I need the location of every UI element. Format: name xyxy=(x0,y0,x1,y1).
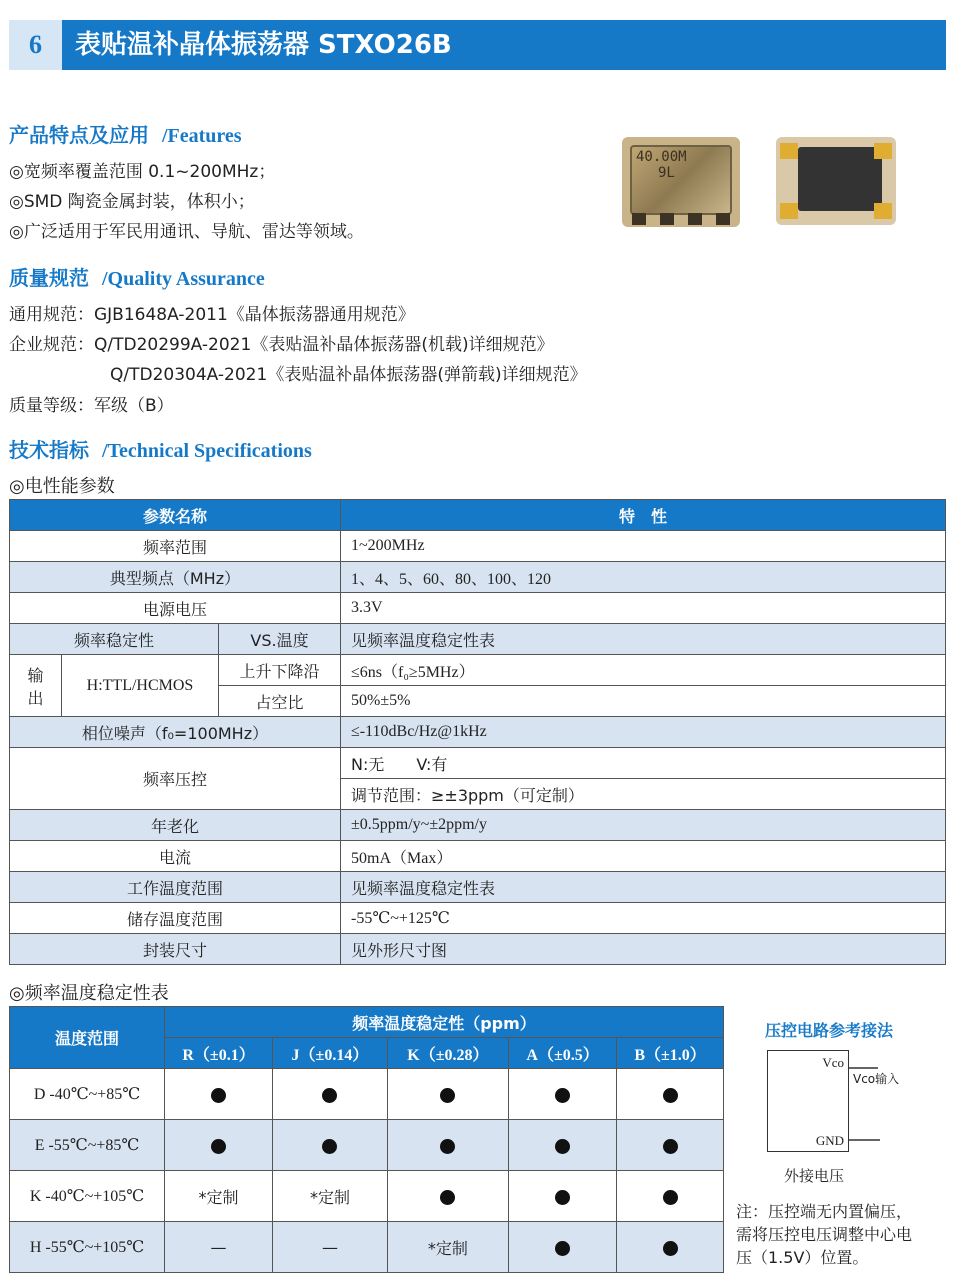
filled-circle-icon xyxy=(322,1088,337,1103)
filled-circle-icon xyxy=(440,1139,455,1154)
header-char: 特 性 xyxy=(341,500,946,531)
supported-dot-cell xyxy=(165,1120,273,1171)
vc-note: 注：压控端无内置偏压， xyxy=(736,1202,913,1221)
vc-note: 压（1.5V）位置。 xyxy=(736,1248,869,1267)
filled-circle-icon xyxy=(663,1241,678,1256)
temp-range-cell: H -55℃~+105℃ xyxy=(10,1222,165,1273)
section-header xyxy=(9,20,946,70)
supported-dot-cell xyxy=(387,1069,508,1120)
supported-dot-cell xyxy=(509,1222,617,1273)
stability-cell: *定制 xyxy=(165,1171,273,1222)
table-row xyxy=(10,1069,724,1120)
stability-cell: — xyxy=(273,1222,388,1273)
freq-stability-table xyxy=(9,1006,724,1273)
supported-dot-cell xyxy=(617,1120,724,1171)
table-row: 相位噪声（f₀=100MHz） ≤-110dBc/Hz@1kHz xyxy=(10,717,946,748)
supported-dot-cell xyxy=(273,1069,388,1120)
table-row: 电源电压 3.3V xyxy=(10,593,946,624)
vco-pin: Vco xyxy=(822,1055,844,1070)
vc-circuit-box xyxy=(767,1050,849,1152)
feature-item: ◎广泛适用于军民用通讯、导航、雷达等领域。 xyxy=(9,222,364,242)
tech-heading xyxy=(9,434,312,463)
supported-dot-cell xyxy=(617,1069,724,1120)
table-header-row xyxy=(10,500,946,531)
table-row: 储存温度范围 -55℃~+125℃ xyxy=(10,903,946,934)
chip-base xyxy=(798,147,882,211)
col-header: R（±0.1） xyxy=(165,1038,273,1069)
filled-circle-icon xyxy=(440,1088,455,1103)
stability-cell: *定制 xyxy=(387,1222,508,1273)
filled-circle-icon xyxy=(663,1088,678,1103)
filled-circle-icon xyxy=(211,1139,226,1154)
vc-note: 需将压控电压调整中心电 xyxy=(736,1225,913,1244)
filled-circle-icon xyxy=(663,1190,678,1205)
external-voltage-label: 外接电压 xyxy=(784,1167,845,1185)
table-row: 输 出 H:TTL/HCMOS 上升下降沿 ≤6ns（f₀≥5MHz） xyxy=(10,655,946,686)
features-heading xyxy=(9,119,242,148)
filled-circle-icon xyxy=(211,1088,226,1103)
vco-input-label: Vco输入 xyxy=(853,1072,900,1086)
header-param: 参数名称 xyxy=(10,500,341,531)
table-row: 电流 50mA（Max） xyxy=(10,841,946,872)
stability-cell: *定制 xyxy=(273,1171,388,1222)
features-heading-cn: 产品特点及应用 xyxy=(9,123,149,147)
stab-header: 频率温度稳定性（ppm） xyxy=(165,1007,724,1038)
quality-heading-en: /Quality Assurance xyxy=(101,268,265,290)
table-row: 频率稳定性 VS.温度 见频率温度稳定性表 xyxy=(10,624,946,655)
table-row xyxy=(10,1171,724,1222)
vc-circuit-title: 压控电路参考接法 xyxy=(765,1021,894,1040)
col-header: K（±0.28） xyxy=(387,1038,508,1069)
tech-heading-en: /Technical Specifications xyxy=(101,440,312,462)
electrical-spec-table xyxy=(9,499,946,965)
table-row xyxy=(10,1120,724,1171)
quality-line: 通用规范：GJB1648A-2011《晶体振荡器通用规范》 xyxy=(9,305,415,325)
filled-circle-icon xyxy=(555,1088,570,1103)
filled-circle-icon xyxy=(555,1139,570,1154)
table-row: 频率范围 1~200MHz xyxy=(10,531,946,562)
section-title: 表贴温补晶体振荡器 STXO26B xyxy=(75,30,452,60)
feature-item: ◎宽频率覆盖范围 0.1~200MHz； xyxy=(9,162,276,182)
supported-dot-cell xyxy=(509,1171,617,1222)
supported-dot-cell xyxy=(509,1120,617,1171)
freq-table-title: ◎频率温度稳定性表 xyxy=(9,983,169,1004)
table-row: 占空比 50%±5% xyxy=(10,686,946,717)
electrical-title: ◎电性能参数 xyxy=(9,476,115,497)
product-photo-bottom xyxy=(776,137,896,225)
temp-header: 温度范围 xyxy=(10,1007,165,1069)
temp-range-cell: K -40℃~+105℃ xyxy=(10,1171,165,1222)
table-row: 频率压控 N:无 V:有 xyxy=(10,748,946,779)
col-header: A（±0.5） xyxy=(509,1038,617,1069)
filled-circle-icon xyxy=(555,1241,570,1256)
tech-heading-cn: 技术指标 xyxy=(9,438,89,462)
supported-dot-cell xyxy=(617,1222,724,1273)
table-row: 工作温度范围 见频率温度稳定性表 xyxy=(10,872,946,903)
table-row: 调节范围：≥±3ppm（可定制） xyxy=(10,779,946,810)
supported-dot-cell xyxy=(617,1171,724,1222)
quality-line: Q/TD20304A-2021《表贴温补晶体振荡器(弹箭载)详细规范》 xyxy=(110,365,587,385)
output-label: 输 出 xyxy=(10,655,62,717)
section-number: 6 xyxy=(9,20,62,70)
supported-dot-cell xyxy=(165,1069,273,1120)
temp-range-cell: D -40℃~+85℃ xyxy=(10,1069,165,1120)
feature-item: ◎SMD 陶瓷金属封装，体积小； xyxy=(9,192,255,212)
gnd-pin: GND xyxy=(815,1133,844,1148)
supported-dot-cell xyxy=(509,1069,617,1120)
filled-circle-icon xyxy=(440,1190,455,1205)
quality-line: 质量等级：军级（B） xyxy=(9,396,174,416)
quality-line: 企业规范：Q/TD20299A-2021《表贴温补晶体振荡器(机载)详细规范》 xyxy=(9,335,554,355)
supported-dot-cell xyxy=(273,1120,388,1171)
stability-cell: — xyxy=(165,1222,273,1273)
chip-marking: 40.00M 9L xyxy=(636,149,687,181)
table-row xyxy=(10,1222,724,1273)
features-heading-en: /Features xyxy=(161,125,242,147)
col-header: J（±0.14） xyxy=(273,1038,388,1069)
col-header: B（±1.0） xyxy=(617,1038,724,1069)
filled-circle-icon xyxy=(322,1139,337,1154)
temp-range-cell: E -55℃~+85℃ xyxy=(10,1120,165,1171)
table-row: 封装尺寸 见外形尺寸图 xyxy=(10,934,946,965)
product-photo-top xyxy=(622,137,740,227)
quality-heading xyxy=(9,262,265,291)
filled-circle-icon xyxy=(663,1139,678,1154)
supported-dot-cell xyxy=(387,1120,508,1171)
filled-circle-icon xyxy=(555,1190,570,1205)
table-row: 典型频点（MHz） 1、4、5、60、80、100、120 xyxy=(10,562,946,593)
supported-dot-cell xyxy=(387,1171,508,1222)
table-header-row xyxy=(10,1007,724,1038)
table-row: 年老化 ±0.5ppm/y~±2ppm/y xyxy=(10,810,946,841)
quality-heading-cn: 质量规范 xyxy=(9,266,89,290)
